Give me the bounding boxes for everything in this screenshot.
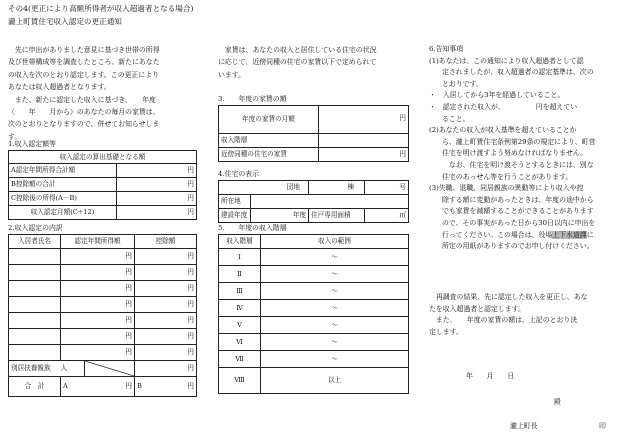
- notice-line: とおりです。: [442, 79, 483, 88]
- col-income-level: 収入階層: [219, 235, 261, 249]
- unit-yen: 円: [135, 345, 197, 361]
- income-calc-table: [8, 150, 197, 220]
- table-row: [9, 265, 197, 281]
- unit-yen: 円: [135, 329, 197, 345]
- closing-section: [429, 292, 625, 338]
- unit-yen: 円: [61, 281, 135, 297]
- col-income-range: 収入の範囲: [261, 235, 409, 249]
- unit-yen: 円: [135, 313, 197, 329]
- closing-line: 再調査の結果、先に認定した収入を更正し、あな: [429, 293, 588, 301]
- range-cell: 以上: [261, 368, 409, 394]
- floor-area-label: 住戸専用面積: [309, 209, 365, 223]
- separate-dependents-unit: 人: [60, 364, 68, 373]
- rent-table: [218, 105, 409, 162]
- row-label: C控除後の所得(A－B): [9, 192, 117, 206]
- recipient-suffix: 殿: [554, 398, 561, 406]
- intro-line: あなたは収入超過者となります。: [8, 83, 111, 92]
- unit-yen: 円: [135, 249, 197, 265]
- range-cell: ～: [261, 249, 409, 266]
- intro-line: 及び世帯構成等を調査したところ、新たにあなた: [8, 58, 160, 67]
- row-unit: 円: [117, 206, 197, 220]
- unit-yen: 円: [135, 265, 197, 281]
- notice-title: 6.告知事項: [429, 45, 464, 53]
- section-5-title: 5. 年度の収入階層: [218, 224, 287, 232]
- building-label: 棟: [309, 181, 365, 195]
- intro-line: （ 年 月から）のあなたの毎月の家賃は、: [8, 108, 160, 117]
- notice-line: 定されましたが、収入超過者の認定基準は、次の: [442, 68, 594, 77]
- level-cell: Ⅶ: [219, 351, 261, 368]
- document-title: 瀧上町賃住宅収入認定の更正通知: [8, 17, 122, 26]
- notice-line: ら、瀧上町賃住宅条例第29条の規定により、町営: [442, 137, 596, 146]
- table-row: [219, 317, 409, 334]
- notice-line: (3)失職、退職、同居親族の異動等により収入や控: [429, 184, 584, 193]
- intro-line: す。: [8, 132, 22, 141]
- total-b-mark: B: [137, 382, 142, 391]
- col-resident-name: 入居者氏名: [9, 235, 61, 249]
- table-row: [9, 313, 197, 329]
- left-intro: [8, 44, 204, 143]
- notice-line: [429, 230, 625, 242]
- separate-dependents-row: [9, 361, 197, 377]
- level-cell: Ⅲ: [219, 283, 261, 300]
- notice-line: ので、その事実があった日から30日以内に申出を: [442, 218, 596, 227]
- total-row: [9, 377, 197, 397]
- intro-line: また、新たに認定した収入に基づき、 年度: [8, 95, 156, 104]
- range-cell: ～: [261, 283, 409, 300]
- middle-intro: [218, 44, 418, 81]
- table-row: [9, 249, 197, 265]
- section-4-title: 4.住宅の表示: [218, 170, 260, 178]
- closing-line: また、 年度の家賃の額は、上記のとおり決: [429, 316, 578, 325]
- range-cell: ～: [261, 351, 409, 368]
- notice-line: (1)あなたは、この通知により収入超過者として認: [429, 56, 584, 65]
- seal-mark: 印: [599, 422, 606, 430]
- nearby-rent-label: 近傍同種の住宅の家賃: [219, 148, 319, 162]
- section-1-title: 1.収入認定額等: [8, 140, 56, 148]
- row-label: B控除額の合計: [9, 178, 117, 192]
- notice-line: ること。: [442, 114, 470, 123]
- notice-text: に: [586, 230, 594, 239]
- section-3-title: 3. 年度の家賃の額: [218, 95, 287, 103]
- row-label: 収入認定月額(C÷12): [9, 206, 117, 220]
- notice-line: 住宅を明け渡すよう努めなければなりません。: [442, 149, 588, 158]
- table-row: [9, 345, 197, 361]
- notice-section: [429, 44, 625, 253]
- notice-text: 行ってください。この場合は、役場: [442, 230, 553, 239]
- table-row: [219, 300, 409, 317]
- row-label: A認定年間所得合計額: [9, 164, 117, 178]
- range-cell: ～: [261, 317, 409, 334]
- intro-line: の収入を次のとおり認定します。この更正により: [8, 70, 160, 79]
- unit-yen: 円: [61, 329, 135, 345]
- notice-line: 所定の用紙がありますのでお申し付けください。: [442, 242, 594, 251]
- range-cell: ～: [261, 300, 409, 317]
- unit-yen: 円: [61, 313, 135, 329]
- level-cell: Ⅰ: [219, 249, 261, 266]
- area-label: 団地: [219, 181, 309, 195]
- rent-monthly-label: 年度の家賃の月額: [219, 106, 319, 134]
- row-unit: 円: [117, 164, 197, 178]
- unit-yen: 円: [125, 382, 132, 390]
- notice-bullet: ・ 認定された収入が、 円を超えてい: [429, 102, 578, 111]
- unit-yen: 円: [61, 249, 135, 265]
- income-level-table: [218, 234, 409, 394]
- unit-yen: 円: [135, 297, 197, 313]
- unit-yen: 円: [187, 382, 194, 390]
- closing-line: たを収入超過者と認定します。: [429, 304, 525, 313]
- intro-line: 次のとおりとなりますので、併せてお知らせしま: [8, 120, 160, 129]
- highlighted-department: 上下水道課: [552, 230, 587, 239]
- built-year-label: 建設年度: [219, 209, 251, 223]
- unit-yen: 円: [61, 297, 135, 313]
- col-annual-income: 認定年間所得額: [61, 235, 135, 249]
- level-cell: Ⅱ: [219, 266, 261, 283]
- number-label: 号: [365, 181, 409, 195]
- intro-line: 先に申出がありました意見に基づき世帯の所得: [8, 46, 160, 54]
- unit-yen: 円: [61, 265, 135, 281]
- row-unit: 円: [117, 192, 197, 206]
- sqm-unit: ㎡: [365, 209, 409, 223]
- income-level-label: 収入階層: [219, 134, 319, 148]
- unit-yen: 円: [135, 281, 197, 297]
- location-label: 所在地: [219, 195, 251, 209]
- total-label: 合 計: [9, 377, 61, 397]
- notice-line: (2)あなたの収入が収入基準を超えていることか: [429, 126, 577, 135]
- notice-bullet: ・ 入居してから3年を経過していること。: [429, 91, 565, 100]
- intro-line: に応じて、近傍同種の住宅の家賃以下で定められて: [218, 58, 377, 67]
- section-2-title: 2.収入認定の内訳: [8, 224, 63, 232]
- diagonal-cell: [85, 361, 135, 377]
- document-subtitle: その4(更正により高額所得者が収入超過者となる場合): [8, 4, 194, 13]
- year-label: 年度: [251, 209, 309, 223]
- notice-line: でも家賃を減額することができることがあります: [442, 207, 594, 216]
- table-row: [219, 351, 409, 368]
- level-cell: Ⅴ: [219, 317, 261, 334]
- table-row: [219, 249, 409, 266]
- housing-table: [218, 180, 409, 223]
- notice-line: 住宅のあっせん等を行うことがあります。: [442, 172, 573, 181]
- table-row: [219, 368, 409, 394]
- level-cell: Ⅵ: [219, 334, 261, 351]
- diagonal-line: [85, 361, 134, 376]
- mayor-title: 瀧上町長: [510, 422, 538, 430]
- issue-date: 年 月 日: [466, 372, 515, 380]
- closing-line: 定します。: [429, 327, 463, 336]
- col-deduction: 控除額: [135, 235, 197, 249]
- level-cell: Ⅳ: [219, 300, 261, 317]
- notice-line: なお、住宅を明け渡そうとするときには、別な: [442, 160, 594, 169]
- separate-dependents-label: 別居扶養親族: [11, 364, 51, 373]
- row-unit: 円: [117, 178, 197, 192]
- total-a-mark: A: [63, 382, 68, 391]
- table-row: [9, 297, 197, 313]
- unit-yen: 円: [61, 345, 135, 361]
- intro-line: 家賃は、あなたの収入と居住している住宅の状況: [218, 46, 377, 54]
- range-cell: ～: [261, 334, 409, 351]
- level-cell: Ⅷ: [219, 368, 261, 394]
- intro-line: います。: [218, 70, 246, 79]
- table-row: [219, 266, 409, 283]
- table-row: [219, 283, 409, 300]
- range-cell: ～: [261, 266, 409, 283]
- unit-yen: 円: [319, 106, 409, 134]
- table-row: [219, 334, 409, 351]
- income-breakdown-table: [8, 234, 197, 397]
- notice-line: 除する額に変動があったときは、年度の途中から: [442, 195, 594, 204]
- income-calc-header: 収入認定の算出基礎となる額: [9, 151, 197, 164]
- unit-yen: 円: [319, 148, 409, 162]
- table-row: [9, 329, 197, 345]
- unit-yen: 円: [135, 361, 197, 377]
- table-row: [9, 281, 197, 297]
